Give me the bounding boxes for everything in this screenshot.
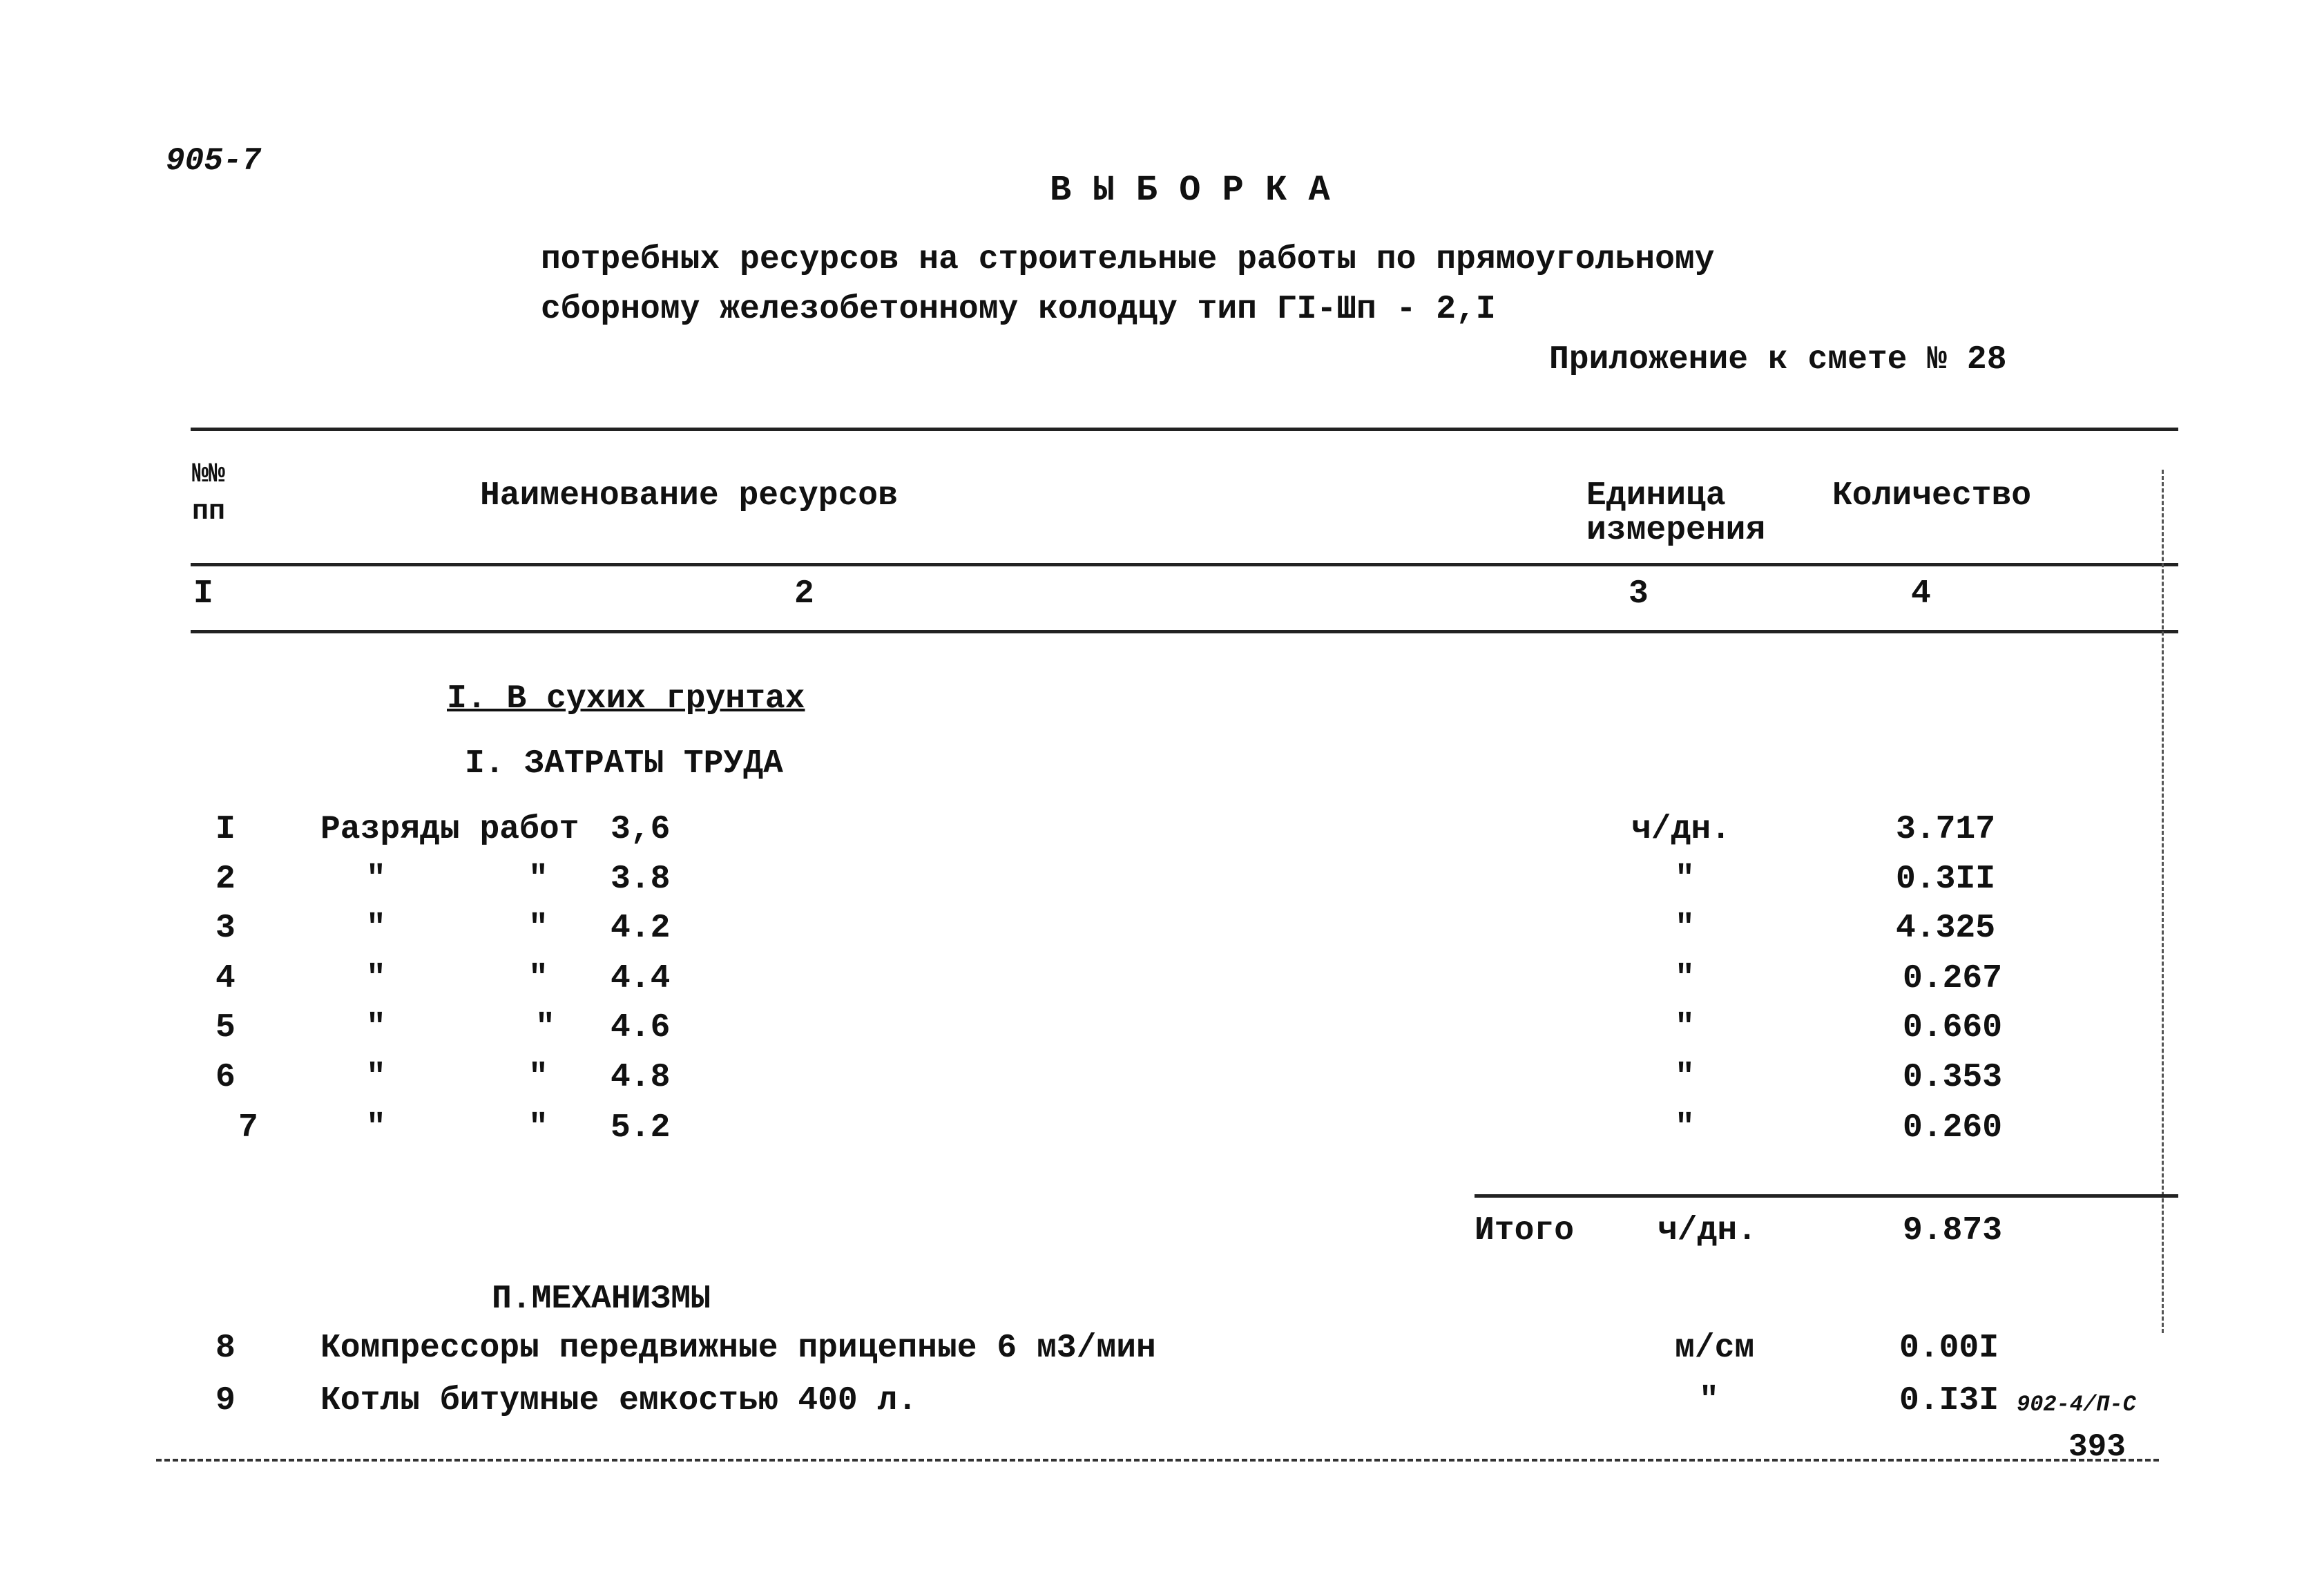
row-grade: 3.8 <box>611 861 671 898</box>
row-num: 4 <box>215 960 236 997</box>
header-num-2: пп <box>192 497 226 528</box>
bottom-dashed-rule <box>156 1459 2159 1462</box>
row-name: Компрессоры передвижные прицепные 6 м3/мин <box>320 1330 1156 1367</box>
subtitle-line-2: сборному железобетонному колодцу тип ГI-Шп - 2,I <box>541 291 1496 328</box>
row-grade: 4.6 <box>611 1009 671 1046</box>
col-number-3: 3 <box>1629 575 1649 613</box>
row-num: 2 <box>215 861 236 898</box>
header-qty: Количество <box>1832 477 2032 515</box>
row-qty: 0.267 <box>1903 960 2003 997</box>
row-unit: " <box>1675 960 1695 997</box>
header-unit-2: измерения <box>1586 512 1766 549</box>
total-unit: ч/дн. <box>1658 1212 1758 1249</box>
page-number: 393 <box>2068 1429 2126 1465</box>
row-qty: 4.325 <box>1896 910 1996 947</box>
row-qty: 0.00I <box>1899 1330 1999 1367</box>
row-ditto: " <box>535 1009 555 1046</box>
row-ditto: " <box>528 1109 548 1147</box>
section-heading: I. В сухих грунтах <box>447 680 805 718</box>
appendix-label: Приложение к смете № 28 <box>1549 341 2007 379</box>
row-num: 9 <box>215 1382 236 1419</box>
group-mechanisms-heading: П.МЕХАНИЗМЫ <box>492 1281 711 1318</box>
row-qty: 0.I3I <box>1899 1382 1999 1419</box>
row-num: 6 <box>215 1059 236 1096</box>
row-unit: " <box>1675 1059 1695 1096</box>
row-unit: ч/дн. <box>1631 811 1731 848</box>
total-qty: 9.873 <box>1903 1212 2003 1249</box>
row-num: 8 <box>215 1330 236 1367</box>
row-qty: 0.3II <box>1896 861 1996 898</box>
header-unit-1: Единица <box>1586 477 1726 515</box>
header-num-1: №№ <box>192 459 226 490</box>
row-grade: 5.2 <box>611 1109 671 1147</box>
row-grade: 4.2 <box>611 910 671 947</box>
row-name-ditto: " <box>366 1109 386 1147</box>
header-rule <box>191 563 2178 566</box>
document-title: В Ы Б О Р К А <box>1050 170 1330 211</box>
row-name-ditto: " <box>366 1009 386 1046</box>
row-ditto: " <box>528 960 548 997</box>
row-grade: 3,6 <box>611 811 671 848</box>
row-ditto: " <box>528 861 548 898</box>
right-margin-marks <box>2162 470 2164 1333</box>
row-unit: " <box>1675 1009 1695 1046</box>
row-grade: 4.4 <box>611 960 671 997</box>
row-qty: 0.353 <box>1903 1059 2003 1096</box>
row-unit: м/см <box>1675 1330 1755 1367</box>
row-num: 3 <box>215 910 236 947</box>
row-unit: " <box>1675 1109 1695 1147</box>
document-code: 905-7 <box>166 143 262 179</box>
group-labor-heading: I. ЗАТРАТЫ ТРУДА <box>465 745 783 783</box>
row-qty: 0.260 <box>1903 1109 2003 1147</box>
total-rule <box>1475 1194 2178 1198</box>
col-number-4: 4 <box>1911 575 1931 613</box>
row-name-ditto: " <box>366 861 386 898</box>
header-name: Наименование ресурсов <box>480 477 898 515</box>
row-unit: " <box>1675 910 1695 947</box>
row-name-ditto: " <box>366 910 386 947</box>
row-name: Разряды работ <box>320 811 579 848</box>
total-label: Итого <box>1475 1212 1575 1249</box>
col-number-1: I <box>193 575 213 613</box>
row-num: 5 <box>215 1009 236 1046</box>
row-name-ditto: " <box>366 960 386 997</box>
row-num: I <box>215 811 236 848</box>
row-name-ditto: " <box>366 1059 386 1096</box>
row-unit: " <box>1675 861 1695 898</box>
row-name: Котлы битумные емкостью 400 л. <box>320 1382 918 1419</box>
subtitle-line-1: потребных ресурсов на строительные работы по прямоугольному <box>541 241 1715 278</box>
row-ditto: " <box>528 1059 548 1096</box>
row-unit: " <box>1699 1382 1719 1419</box>
row-qty: 0.660 <box>1903 1009 2003 1046</box>
row-num: 7 <box>238 1109 258 1147</box>
row-grade: 4.8 <box>611 1059 671 1096</box>
stamp-code: 902-4/П-С <box>2017 1392 2136 1417</box>
row-qty: 3.717 <box>1896 811 1996 848</box>
table-top-rule <box>191 428 2178 431</box>
col-number-2: 2 <box>794 575 814 613</box>
row-ditto: " <box>528 910 548 947</box>
column-numbers-rule <box>191 630 2178 633</box>
